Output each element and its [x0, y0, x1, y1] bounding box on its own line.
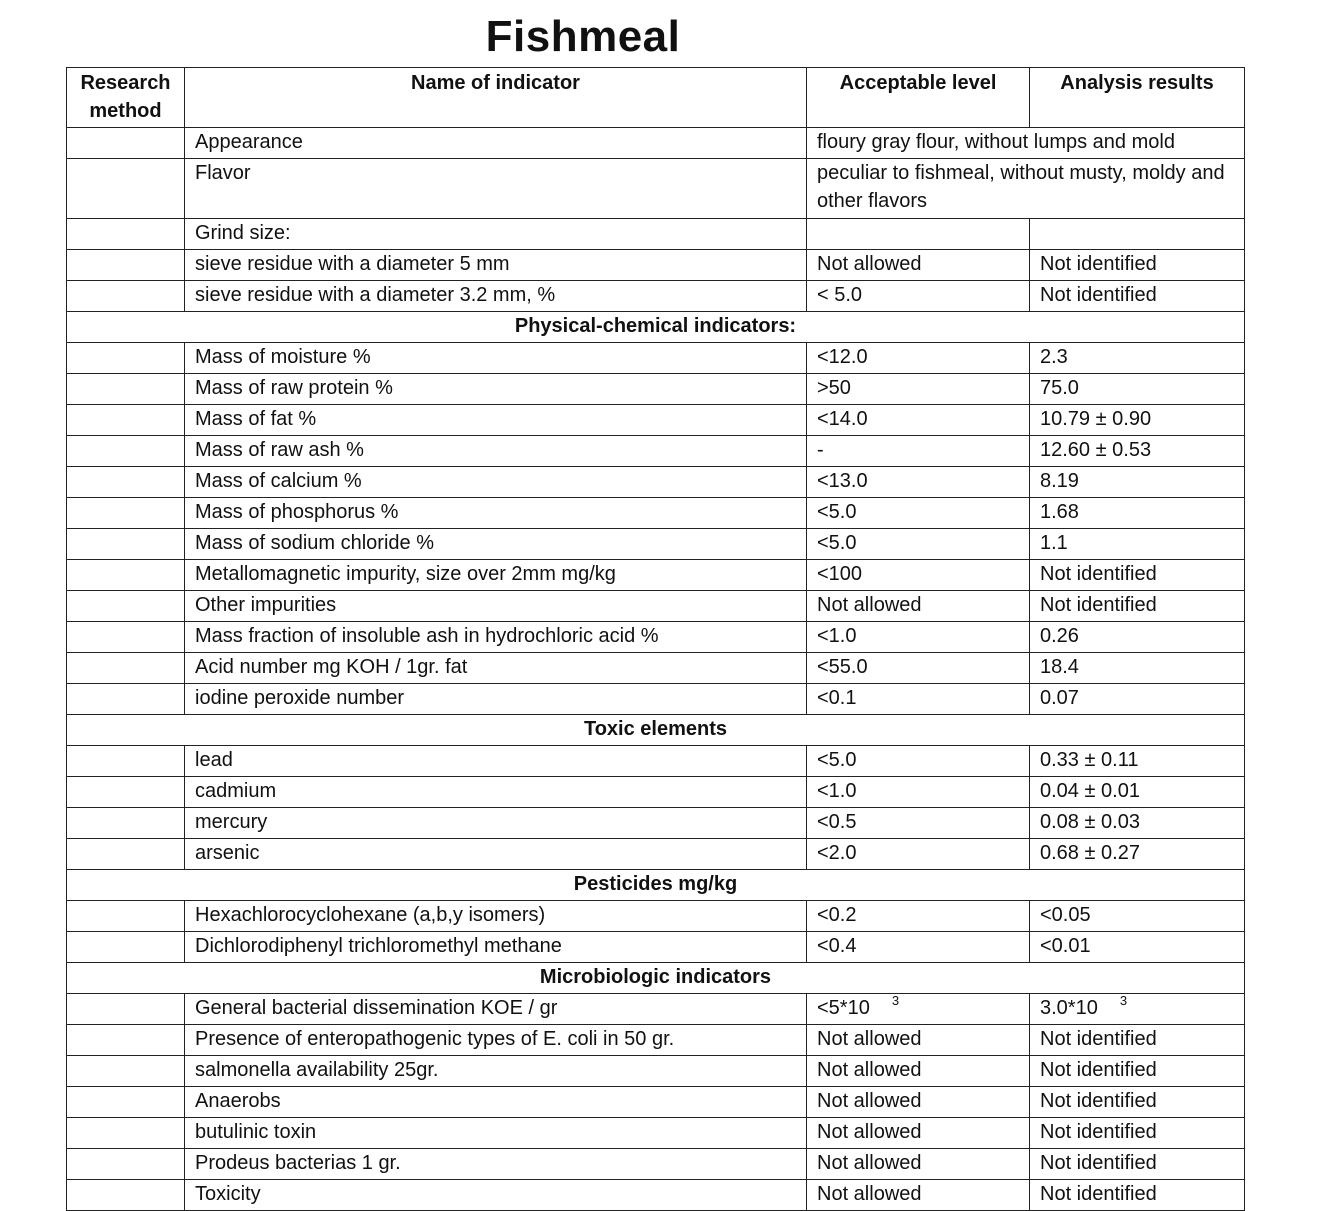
analysis-result-cell: 2.3: [1030, 343, 1245, 374]
indicator-name: Grind size:: [185, 219, 807, 250]
indicator-name: Mass fraction of insoluble ash in hydrochloric acid %: [185, 622, 807, 653]
acceptable-level-cell: <1.0: [807, 777, 1030, 808]
acceptable-level-exponent: 3: [891, 993, 900, 1008]
section-row-toxic-elements: [67, 715, 1245, 746]
acceptable-level-cell: <2.0: [807, 839, 1030, 870]
indicator-name: cadmium: [185, 777, 807, 808]
research-method-cell: [67, 591, 185, 622]
header-analysis-results: Analysis results: [1030, 68, 1245, 128]
acceptable-level-cell: Not allowed: [807, 1180, 1030, 1211]
section-title-toxic-elements: Toxic elements: [67, 715, 1245, 746]
acceptable-level-cell: Not allowed: [807, 1056, 1030, 1087]
acceptable-level-cell: [807, 994, 1030, 1025]
acceptable-level-base: <5*10: [817, 997, 870, 1019]
acceptable-level-cell: [807, 219, 1030, 250]
table-row: [67, 467, 1245, 498]
table-row: [67, 591, 1245, 622]
analysis-result-cell: 0.07: [1030, 684, 1245, 715]
grind-size-rows: [67, 250, 1245, 312]
analysis-result-cell: Not identified: [1030, 281, 1245, 312]
analysis-result-exponent: 3: [1119, 993, 1128, 1008]
analysis-result-cell: 12.60 ± 0.53: [1030, 436, 1245, 467]
acceptable-level-cell: Not allowed: [807, 1025, 1030, 1056]
research-method-cell: [67, 374, 185, 405]
acceptable-level-cell: <13.0: [807, 467, 1030, 498]
indicator-name: iodine peroxide number: [185, 684, 807, 715]
table-header-row: [67, 68, 1245, 128]
indicator-name: Metallomagnetic impurity, size over 2mm mg/kg: [185, 560, 807, 591]
indicator-name: mercury: [185, 808, 807, 839]
table-row: [67, 622, 1245, 653]
research-method-cell: [67, 1118, 185, 1149]
fishmeal-spec-table: [66, 67, 1245, 1211]
indicator-name: Acid number mg KOH / 1gr. fat: [185, 653, 807, 684]
acceptable-level-cell: Not allowed: [807, 250, 1030, 281]
research-method-cell: [67, 498, 185, 529]
indicator-name: Mass of calcium %: [185, 467, 807, 498]
table-row: [67, 901, 1245, 932]
table-row: [67, 1056, 1245, 1087]
acceptable-level-cell: Not allowed: [807, 1087, 1030, 1118]
pesticide-rows: [67, 901, 1245, 963]
table-row: [67, 746, 1245, 777]
acceptable-level-cell: < 5.0: [807, 281, 1030, 312]
table-row: [67, 1180, 1245, 1211]
analysis-result-cell: Not identified: [1030, 591, 1245, 622]
analysis-result-cell: 0.26: [1030, 622, 1245, 653]
indicator-name: Mass of raw ash %: [185, 436, 807, 467]
indicator-name: Mass of moisture %: [185, 343, 807, 374]
research-method-cell: [67, 932, 185, 963]
table-row: [67, 343, 1245, 374]
research-method-cell: [67, 159, 185, 219]
analysis-result-cell: <0.05: [1030, 901, 1245, 932]
research-method-cell: [67, 219, 185, 250]
indicator-name: sieve residue with a diameter 5 mm: [185, 250, 807, 281]
indicator-name: Anaerobs: [185, 1087, 807, 1118]
research-method-cell: [67, 1180, 185, 1211]
research-method-cell: [67, 901, 185, 932]
analysis-result-base: 3.0*10: [1040, 997, 1098, 1019]
table-row: [67, 777, 1245, 808]
table-row-flavor: [67, 159, 1245, 219]
table-row: [67, 839, 1245, 870]
research-method-cell: [67, 436, 185, 467]
analysis-result-cell: 10.79 ± 0.90: [1030, 405, 1245, 436]
table-row: [67, 281, 1245, 312]
research-method-cell: [67, 1025, 185, 1056]
microbiologic-rows: [67, 1025, 1245, 1211]
analysis-result-cell: 0.04 ± 0.01: [1030, 777, 1245, 808]
research-method-cell: [67, 1087, 185, 1118]
analysis-result-cell: Not identified: [1030, 1118, 1245, 1149]
research-method-cell: [67, 1149, 185, 1180]
analysis-result-cell: Not identified: [1030, 1149, 1245, 1180]
indicator-name: arsenic: [185, 839, 807, 870]
table-row: [67, 436, 1245, 467]
analysis-result-cell: Not identified: [1030, 250, 1245, 281]
flavor-value: peculiar to fishmeal, without musty, moldy and other flavors: [807, 159, 1245, 219]
table-row-grind-size: [67, 219, 1245, 250]
research-method-cell: [67, 281, 185, 312]
research-method-cell: [67, 128, 185, 159]
acceptable-level-cell: Not allowed: [807, 1118, 1030, 1149]
table-row: [67, 250, 1245, 281]
research-method-cell: [67, 405, 185, 436]
analysis-result-cell: 0.68 ± 0.27: [1030, 839, 1245, 870]
research-method-cell: [67, 808, 185, 839]
table-row: [67, 374, 1245, 405]
indicator-name: Appearance: [185, 128, 807, 159]
table-row: [67, 529, 1245, 560]
indicator-name: sieve residue with a diameter 3.2 mm, %: [185, 281, 807, 312]
table-row: [67, 684, 1245, 715]
research-method-cell: [67, 839, 185, 870]
acceptable-level-cell: <0.4: [807, 932, 1030, 963]
research-method-cell: [67, 684, 185, 715]
analysis-result-cell: [1030, 994, 1245, 1025]
analysis-result-cell: Not identified: [1030, 1180, 1245, 1211]
indicator-name: lead: [185, 746, 807, 777]
acceptable-level-cell: <5.0: [807, 746, 1030, 777]
acceptable-level-cell: <5.0: [807, 529, 1030, 560]
table-row-appearance: [67, 128, 1245, 159]
analysis-result-cell: 0.33 ± 0.11: [1030, 746, 1245, 777]
section-row-microbiologic: [67, 963, 1245, 994]
table-row: [67, 405, 1245, 436]
analysis-result-cell: 75.0: [1030, 374, 1245, 405]
analysis-result-cell: <0.01: [1030, 932, 1245, 963]
indicator-name: Hexachlorocyclohexane (a,b,y isomers): [185, 901, 807, 932]
section-title-microbiologic: Microbiologic indicators: [67, 963, 1245, 994]
acceptable-level-cell: -: [807, 436, 1030, 467]
indicator-name: General bacterial dissemination KOE / gr: [185, 994, 807, 1025]
acceptable-level-cell: <12.0: [807, 343, 1030, 374]
table-row: [67, 1118, 1245, 1149]
analysis-result-cell: 1.68: [1030, 498, 1245, 529]
indicator-name: Flavor: [185, 159, 807, 219]
table-row: [67, 1149, 1245, 1180]
acceptable-level-cell: Not allowed: [807, 1149, 1030, 1180]
acceptable-level-cell: <5.0: [807, 498, 1030, 529]
acceptable-level-cell: >50: [807, 374, 1030, 405]
table-row: [67, 653, 1245, 684]
acceptable-level-cell: <0.5: [807, 808, 1030, 839]
table-row-bacterial-dissemination: [67, 994, 1245, 1025]
physical-chemical-rows: [67, 343, 1245, 715]
acceptable-level-cell: <100: [807, 560, 1030, 591]
research-method-cell: [67, 746, 185, 777]
toxic-element-rows: [67, 746, 1245, 870]
appearance-value: floury gray flour, without lumps and mold: [807, 128, 1245, 159]
research-method-cell: [67, 250, 185, 281]
indicator-name: Mass of raw protein %: [185, 374, 807, 405]
analysis-result-cell: Not identified: [1030, 1087, 1245, 1118]
indicator-name: salmonella availability 25gr.: [185, 1056, 807, 1087]
indicator-name: Dichlorodiphenyl trichloromethyl methane: [185, 932, 807, 963]
header-acceptable-level: Acceptable level: [807, 68, 1030, 128]
analysis-result-cell: Not identified: [1030, 1056, 1245, 1087]
section-title-physical-chemical: Physical-chemical indicators:: [67, 312, 1245, 343]
indicator-name: Other impurities: [185, 591, 807, 622]
table-row: [67, 560, 1245, 591]
analysis-result-cell: 8.19: [1030, 467, 1245, 498]
research-method-cell: [67, 343, 185, 374]
acceptable-level-cell: <0.2: [807, 901, 1030, 932]
acceptable-level-cell: <1.0: [807, 622, 1030, 653]
indicator-name: Prodeus bacterias 1 gr.: [185, 1149, 807, 1180]
indicator-name: Mass of phosphorus %: [185, 498, 807, 529]
research-method-cell: [67, 994, 185, 1025]
table-row: [67, 932, 1245, 963]
section-row-pesticides: [67, 870, 1245, 901]
header-name-of-indicator: Name of indicator: [185, 68, 807, 128]
section-title-pesticides: Pesticides mg/kg: [67, 870, 1245, 901]
research-method-cell: [67, 1056, 185, 1087]
research-method-cell: [67, 529, 185, 560]
research-method-cell: [67, 653, 185, 684]
analysis-result-cell: Not identified: [1030, 560, 1245, 591]
analysis-result-cell: [1030, 219, 1245, 250]
research-method-cell: [67, 467, 185, 498]
header-research-method: Research method: [67, 68, 185, 128]
analysis-result-cell: Not identified: [1030, 1025, 1245, 1056]
indicator-name: Presence of enteropathogenic types of E. coli in 50 gr.: [185, 1025, 807, 1056]
indicator-name: butulinic toxin: [185, 1118, 807, 1149]
research-method-cell: [67, 777, 185, 808]
analysis-result-cell: 1.1: [1030, 529, 1245, 560]
indicator-name: Mass of sodium chloride %: [185, 529, 807, 560]
research-method-cell: [67, 622, 185, 653]
document-title: Fishmeal: [485, 12, 681, 61]
acceptable-level-cell: <14.0: [807, 405, 1030, 436]
research-method-cell: [67, 560, 185, 591]
acceptable-level-cell: <55.0: [807, 653, 1030, 684]
acceptable-level-cell: Not allowed: [807, 591, 1030, 622]
indicator-name: Mass of fat %: [185, 405, 807, 436]
table-row: [67, 498, 1245, 529]
table-row: [67, 1025, 1245, 1056]
section-row-physical-chemical: [67, 312, 1245, 343]
acceptable-level-cell: <0.1: [807, 684, 1030, 715]
analysis-result-cell: 0.08 ± 0.03: [1030, 808, 1245, 839]
table-row: [67, 808, 1245, 839]
indicator-name: Toxicity: [185, 1180, 807, 1211]
analysis-result-cell: 18.4: [1030, 653, 1245, 684]
table-row: [67, 1087, 1245, 1118]
